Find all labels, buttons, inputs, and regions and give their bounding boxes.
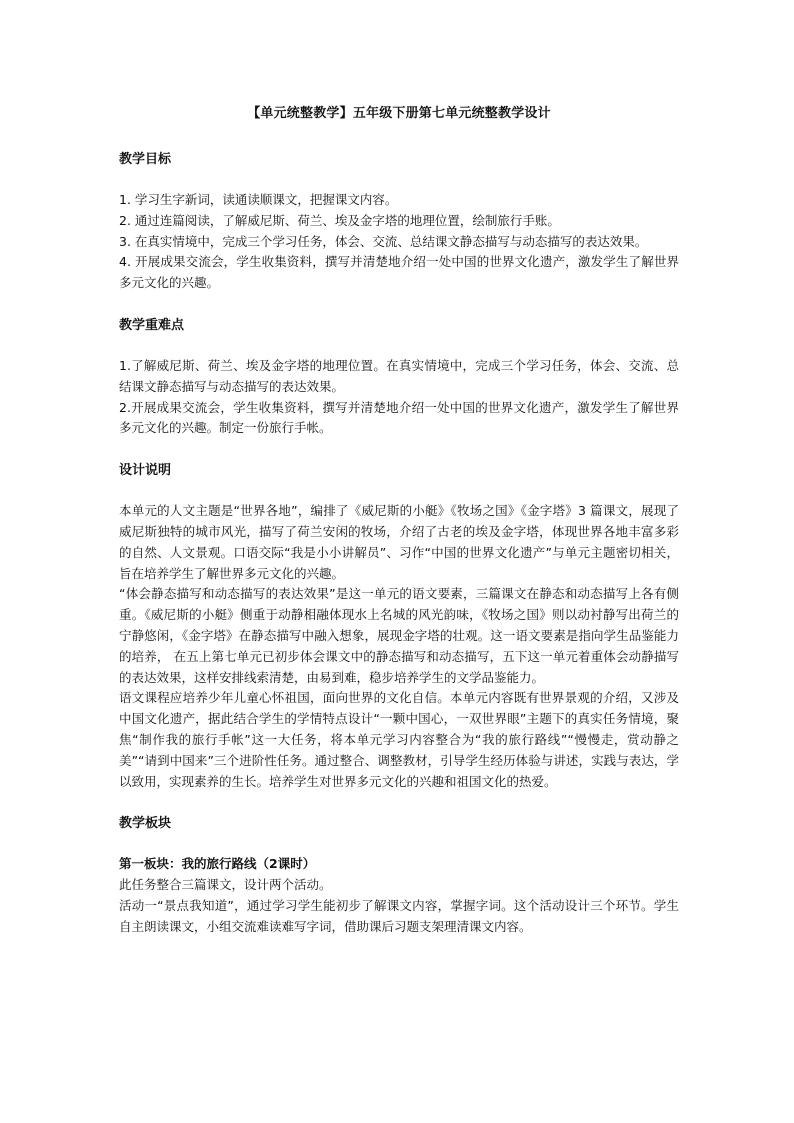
design-paragraph-3: 语文课程应培养少年儿童心怀祖国，面向世界的文化自信。本单元内容既有世界景观的介绍，又涉及中国文化遗产，据此结合学生的学情特点设计“一颗中国心，一双世界眼”主题下的真实任务情境，聚焦“制作我的旅行手帐”这一大任务，将本单元学习内容整合为“我的旅行路线”“慢慢走，赏动静之美”“请到中国来”三个进阶性任务。通过整合、调整教材，引导学生经历体验与讲述，实践与表达，学以致用，实现素养的生长。培养学生对世界多元文化的兴趣和祖国文化的热爱。 — [119, 690, 679, 789]
goal-item-2: 2. 通过连篇阅读，了解威尼斯、荷兰、埃及金字塔的地理位置，绘制旅行手账。 — [119, 212, 560, 228]
section-heading-goals: 教学目标 — [119, 152, 172, 167]
goal-item-3: 3. 在真实情境中，完成三个学习任务，体会、交流、总结课文静态描写与动态描写的表达效果。 — [119, 233, 648, 249]
module-paragraph-2: 活动一“景点我知道”，通过学习学生能初步了解课文内容，掌握字词。这个活动设计三个环节。学生自主朗读课文，小组交流难读难写字词，借助课后习题支架理清课文内容。 — [119, 897, 679, 934]
key-point-item-1: 1.了解威尼斯、荷兰、埃及金字塔的地理位置。在真实情境中，完成三个学习任务，体会、交流、总结课文静态描写与动态描写的表达效果。 — [119, 357, 679, 394]
document-title: 【单元统整教学】五年级下册第七单元统整教学设计 — [247, 106, 551, 121]
spacer — [119, 834, 679, 854]
key-point-item-2: 2.开展成果交流会，学生收集资料，撰写并清楚地介绍一处中国的世界文化遗产，激发学生了解世界多元文化的兴趣。制定一份旅行手帐。 — [119, 399, 679, 436]
goal-item-4: 4. 开展成果交流会，学生收集资料，撰写并清楚地介绍一处中国的世界文化遗产，激发学生了解世界多元文化的兴趣。 — [119, 254, 679, 291]
spacer — [119, 481, 679, 501]
section-heading-key-points: 教学重难点 — [119, 317, 185, 333]
goal-item-1: 1. 学习生字新词，读通读顺课文，把握课文内容。 — [119, 192, 398, 207]
document-body — [119, 104, 679, 938]
spacer — [119, 336, 679, 356]
section-heading-design: 设计说明 — [119, 463, 172, 479]
section-heading-modules: 教学板块 — [119, 816, 172, 832]
spacer — [119, 792, 679, 814]
design-paragraph-2: “体会静态描写和动态描写的表达效果”是这一单元的语文要素，三篇课文在静态和动态描写上各有侧重。《威尼斯的小艇》侧重于动静相融体现水上名城的风光韵味，《牧场之国》则以动衬静写出荷兰的宁静悠闲，《金字塔》在静态描写中融入想象，展现金字塔的壮观。这一语文要素是指向学生品鉴能力的培养， 在五上第七单元已初步体会课文中的静态描写和动态描写，五下这一单元着重体会动静描写的表达效果，这样安排线索清楚，由易到难，稳步培养学生的文学品鉴能力。 — [119, 586, 679, 685]
design-paragraph-1: 本单元的人文主题是“世界各地”，编排了《威尼斯的小艇》《牧场之国》《金字塔》3 篇课文，展现了威尼斯独特的城市风光，描写了荷兰安闲的牧场，介绍了古老的埃及金字塔，体现世界各地丰富多彩的自然、人文景观。口语交际“我是小小讲解员”、习作“中国的世界文化遗产”与单元主题密切相关，旨在培养学生了解世界多元文化的兴趣。 — [119, 503, 679, 581]
module-paragraph-1: 此任务整合三篇课文，设计两个活动。 — [119, 877, 332, 893]
module-block-1-heading: 第一板块：我的旅行路线（2课时） — [119, 856, 316, 872]
spacer — [119, 294, 679, 316]
spacer — [119, 439, 679, 461]
spacer — [119, 170, 679, 190]
